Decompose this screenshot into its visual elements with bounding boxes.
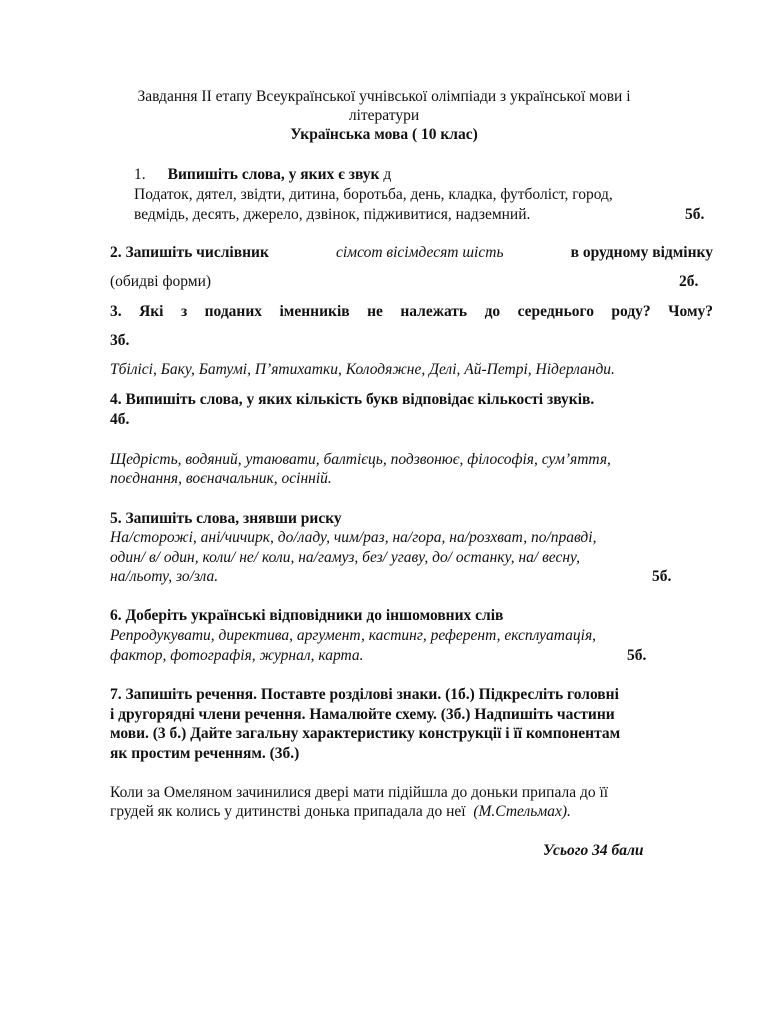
task3-word: 3. [110,303,122,320]
task5-heading: 5. Запишіть слова, знявши риску [110,510,342,527]
task1-words-line-2: ведмідь, десять, джерело, дзвінок, підживитися, надземний. [134,206,531,223]
subtitle: Українська мова ( 10 клас) [290,126,478,143]
task4-heading: 4. Випишіть слова, у яких кількість букв відповідає кількості звуків. [110,391,595,408]
task1-sound: д [383,166,392,183]
task7-line-2: і другорядні члени речення. Намалюйте схему. (3б.) Надпишіть частини [110,706,615,723]
task1-number: 1. [134,166,146,183]
task7-author: (М.Стельмах). [473,803,571,820]
task4-words-line-2: поєднання, воєначальник, осінній. [110,470,332,487]
task3-heading [110,302,713,321]
task3-word: Які [139,303,164,320]
task2-points: 2б. [679,273,699,290]
task1-heading-text: Випишіть слова, у яких є звук [167,166,380,183]
task6-heading: 6. Доберіть українські відповідники до іншомовних слів [110,607,504,624]
task3-word: поданих [204,303,263,320]
task7-sentence-text: грудей як колись у дитинстві донька припадала до неї [110,803,466,820]
task6-words-line-1: Репродукувати, директива, аргумент, кастинг, референт, експлуатація, [110,627,597,644]
task3-word: з [180,303,188,320]
task5-points: 5б. [652,568,672,585]
task7-line-3: мови. (3 б.) Дайте загальну характеристику конструкції і її компонентам [110,725,621,742]
task3-word: належать [400,303,468,320]
task2-heading [110,243,713,262]
task1-points: 5б. [685,206,705,223]
task7-sentence-line-1: Коли за Омеляном зачинилися двері мати підійшла до доньки припала до її [110,784,609,801]
task7-sentence-line-2 [110,802,571,821]
task3-points: 3б. [110,332,130,349]
task3-words: Тбілісі, Баку, Батумі, П’ятихатки, Колодяжне, Делі, Ай-Петрі, Нідерланди. [110,361,615,378]
task7-line-4: як простим реченням. (3б.) [110,745,300,762]
task2-note: (обидві форми) [110,273,212,290]
task3-word: не [367,303,383,320]
task5-words-line-3: на/льоту, зо/зла. [110,568,219,585]
task2-case: в орудному відмінку [570,244,713,261]
task3-word: середнього [517,303,594,320]
task1-words-line-1: Податок, дятел, звідти, дитина, боротьба, день, кладка, футболіст, город, [134,186,613,203]
task2-numeral: сімсот вісімдесят шість [336,244,504,261]
task3-word: іменників [279,303,350,320]
task7-line-1: 7. Запишіть речення. Поставте розділові знаки. (1б.) Підкресліть головні [110,686,619,703]
task6-points: 5б. [627,647,647,664]
task6-words-line-2: фактор, фотографія, журнал, карта. [110,647,364,664]
task4-words-line-1: Щедрість, водяний, утаювати, балтієць, подзвонює, філософія, сум’яття, [110,451,611,468]
total-points: Усього 34 бали [543,842,644,859]
task4-points: 4б. [110,411,130,428]
task3-word: до [484,303,501,320]
title-line-2: літератури [348,107,420,124]
task1-heading [134,165,391,184]
task3-word: Чому? [668,303,713,320]
task5-words-line-2: один/ в/ один, коли/ не/ коли, на/гамуз, без/ угаву, до/ останку, на/ весну, [110,549,581,566]
task5-words-line-1: На/сторожі, ані/чичирк, до/ладу, чим/раз, на/гора, на/розхват, по/правді, [110,529,597,546]
task3-word: роду? [611,303,651,320]
title-line-1: Завдання ІІ етапу Всеукраїнської учнівської олімпіади з української мови і [137,88,631,105]
task2-heading-text: 2. Запишіть числівник [110,244,269,261]
